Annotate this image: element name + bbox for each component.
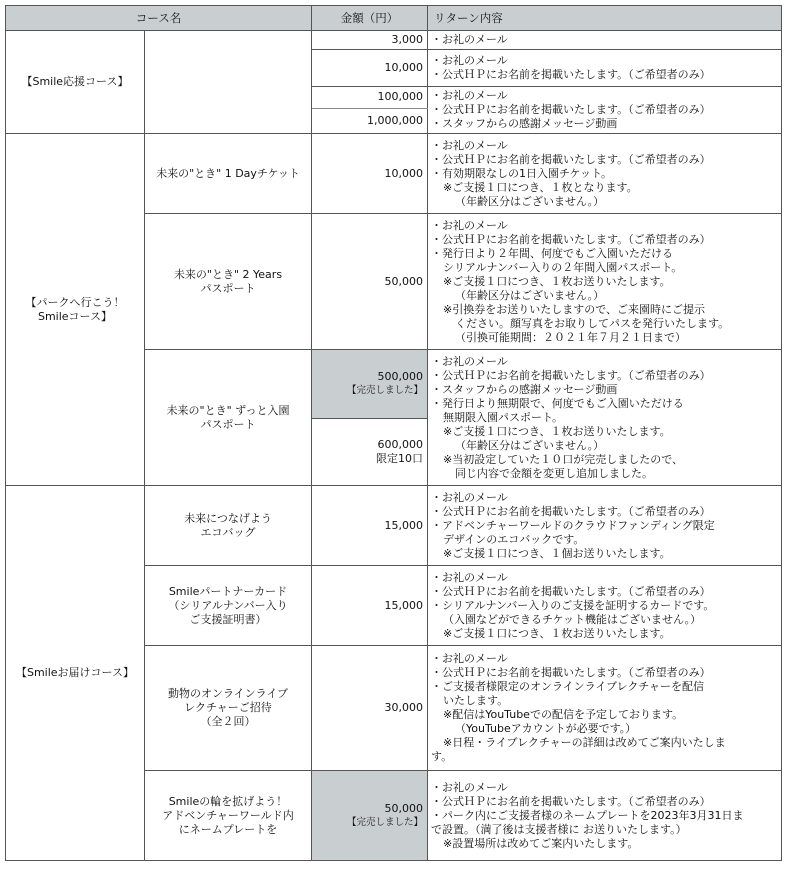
return-cell: [428, 50, 782, 87]
return-line: ・お礼のメール: [431, 652, 508, 665]
return-line: ・お礼のメール: [431, 490, 508, 504]
return-line: （年齢区分はございません。）: [455, 288, 605, 302]
item-name-line: にネームプレートを: [178, 822, 278, 836]
item-name-line: Smileパートナーカード: [168, 584, 288, 598]
item-name-line: レクチャーご招待: [184, 701, 272, 714]
return-line: ・ご支援者様限定のオンラインライブレクチャーを配信: [431, 680, 705, 693]
return-line: ・公式ＨＰにお名前を掲載いたします。（ご希望者のみ）: [431, 584, 711, 598]
amount-cell: 10,000: [312, 134, 428, 214]
return-line: ・発行日より無期限で、何度でもご入園いただける: [431, 396, 684, 410]
amount-cell-sold-out: [312, 771, 428, 861]
item-name-line: パスポート: [200, 281, 256, 295]
amount-cell: 1,000,000: [312, 108, 428, 133]
return-line: ・有効期限なしの1日入園チケット。: [431, 166, 613, 180]
course-name-line: Smileコース】: [37, 309, 113, 323]
return-line: ・公式ＨＰにお名前を掲載いたします。（ご希望者のみ）: [431, 504, 711, 518]
amount-cell: 15,000: [312, 566, 428, 646]
return-line: す。: [431, 750, 453, 763]
return-line: ・お礼のメール: [431, 54, 508, 67]
table-row: [6, 134, 782, 214]
return-line: 同じ内容で金額を変更し追加しました。: [455, 466, 653, 480]
return-line: ・お礼のメール: [431, 570, 508, 584]
return-line: ・公式ＨＰにお名前を掲載いたします。（ご希望者のみ）: [431, 103, 711, 116]
return-line: （年齢区分はございません。）: [455, 438, 605, 452]
header-course: コース名: [6, 6, 312, 31]
return-line: （YouTubeアカウントが必要です。）: [455, 722, 637, 735]
course-delivery: 【Smileお届けコース】: [6, 486, 145, 861]
amount-cell: 50,000: [312, 214, 428, 350]
return-cell: [428, 87, 782, 134]
return-line: ※ご支援１口につき、１枚お送りいたします。: [443, 626, 671, 640]
return-line: ・パーク内にご支援者様のネームプレートを2023年3月31日ま: [431, 808, 744, 822]
return-line: ・公式ＨＰにお名前を掲載いたします。（ご希望者のみ）: [431, 232, 711, 246]
return-line: ください。顔写真をお取りしてパスを発行いたします。: [455, 316, 730, 330]
course-name-line: 【パークへ行こう！: [25, 295, 125, 309]
amount-cell: 30,000: [312, 646, 428, 771]
return-line: ・アドベンチャーワールドのクラウドファンディング限定: [431, 518, 715, 532]
return-line: ・お礼のメール: [431, 89, 508, 102]
item-name-line: アドベンチャーワールド内: [162, 808, 294, 822]
return-line: （引換可能期間：２０２１年７月２１日まで）: [455, 330, 686, 344]
amount-cell-sold-out: [312, 350, 428, 419]
return-line: ※ご支援１口につき、１枚お送りいたします。: [443, 424, 671, 438]
amount-cell: [312, 419, 428, 486]
amount-cell: 10,000: [312, 50, 428, 87]
return-line: ※引換券をお送りいたしますので、ご来園時にご提示: [443, 302, 705, 316]
item-name-line: パスポート: [200, 417, 256, 431]
return-line: デザインのエコバックです。: [443, 532, 585, 546]
return-line: ※設置場所は改めてご案内いたします。: [443, 836, 639, 850]
item-name-line: 未来につなげよう: [184, 511, 272, 525]
item-2years-pass: [145, 214, 312, 350]
item-name-line: （全２回）: [200, 715, 256, 728]
item-name-line: Smileの輪を拡げよう！: [168, 794, 288, 808]
limit-label: 限定10口: [376, 452, 423, 465]
table-row: [6, 31, 782, 50]
amount-value: 500,000: [377, 370, 423, 383]
header-amount: 金額（円）: [312, 6, 428, 31]
course-smile-support: 【Smile応援コース】: [6, 31, 145, 134]
return-line: ・公式ＨＰにお名前を掲載いたします。（ご希望者のみ）: [431, 666, 711, 679]
return-line: で設置。（満了後は支援者様に お送りいたします。）: [431, 822, 687, 836]
return-table: [5, 5, 782, 861]
item-online-lecture: [145, 646, 312, 771]
course-park: [6, 134, 145, 486]
item-name-line: ご支援証明書）: [189, 612, 267, 626]
amount-value: 600,000: [377, 438, 423, 451]
return-line: ・スタッフからの感謝メッセージ動画: [431, 117, 618, 130]
header-row: [6, 6, 782, 31]
item-name-line: 未来の"とき" ずっと入園: [166, 403, 290, 417]
return-cell: [428, 486, 782, 566]
empty-item-cell: [145, 31, 312, 134]
return-line: いたします。: [443, 694, 509, 707]
return-line: ・お礼のメール: [431, 780, 508, 794]
return-line: ※ご支援１口につき、１枚お送りいたします。: [443, 274, 671, 288]
return-line: ・お礼のメール: [431, 33, 508, 46]
item-name-plate: [145, 771, 312, 861]
return-cell: [428, 646, 782, 771]
table-row: [6, 486, 782, 566]
return-line: ※ご支援１口につき、１枚となります。: [443, 180, 638, 194]
amount-cell: 15,000: [312, 486, 428, 566]
return-line: ・お礼のメール: [431, 138, 508, 152]
return-cell: [428, 31, 782, 50]
item-name-line: 動物のオンラインライブ: [167, 687, 288, 700]
item-name-line: エコバッグ: [200, 525, 256, 539]
sold-out-badge: 【完売しました】: [346, 816, 423, 828]
return-line: ・お礼のメール: [431, 354, 508, 368]
sold-out-badge: 【完売しました】: [346, 385, 423, 396]
return-line: ・発行日より２年間、何度でもご入園いただける: [431, 246, 673, 260]
return-line: ※当初設定していた１０口が完売しましたので、: [443, 452, 683, 466]
return-line: 無期限入園パスポート。: [443, 410, 564, 424]
header-return: リターン内容: [428, 6, 782, 31]
return-line: ※配信はYouTubeでの配信を予定しております。: [443, 708, 684, 721]
item-name-line: 未来の"とき" 1 Dayチケット: [156, 166, 300, 180]
return-line: （年齢区分はございません。）: [455, 194, 605, 208]
amount-cell: 3,000: [312, 31, 428, 50]
return-line: ・公式ＨＰにお名前を掲載いたします。（ご希望者のみ）: [431, 794, 711, 808]
item-name-line: 未来の"とき" 2 Years: [173, 267, 283, 281]
return-cell: [428, 134, 782, 214]
return-line: ・お礼のメール: [431, 218, 508, 232]
return-line: ・公式ＨＰにお名前を掲載いたします。（ご希望者のみ）: [431, 152, 711, 166]
return-line: （入園などができるチケット機能はございません。）: [443, 612, 702, 626]
item-eco-bag: [145, 486, 312, 566]
return-line: ※日程・ライブレクチャーの詳細は改めてご案内いたしま: [443, 736, 726, 749]
item-forever-pass: [145, 350, 312, 486]
return-cell: [428, 214, 782, 350]
return-line: ・スタッフからの感謝メッセージ動画: [431, 382, 618, 396]
return-cell: [428, 566, 782, 646]
item-name-line: （シリアルナンバー入り: [168, 598, 288, 612]
return-line: シリアルナンバー入りの２年間入園パスポート。: [443, 260, 683, 274]
return-cell: [428, 771, 782, 861]
item-1day-ticket: [145, 134, 312, 214]
item-partner-card: [145, 566, 312, 646]
amount-value: 50,000: [384, 801, 423, 815]
return-line: ・公式ＨＰにお名前を掲載いたします。（ご希望者のみ）: [431, 368, 711, 382]
return-cell: [428, 350, 782, 486]
return-line: ※ご支援１口につき、１個お送りいたします。: [443, 546, 671, 560]
amount-cell: 100,000: [312, 87, 428, 109]
return-line: ・シリアルナンバー入りのご支援を証明するカードです。: [431, 598, 715, 612]
return-line: ・公式ＨＰにお名前を掲載いたします。（ご希望者のみ）: [431, 68, 711, 81]
